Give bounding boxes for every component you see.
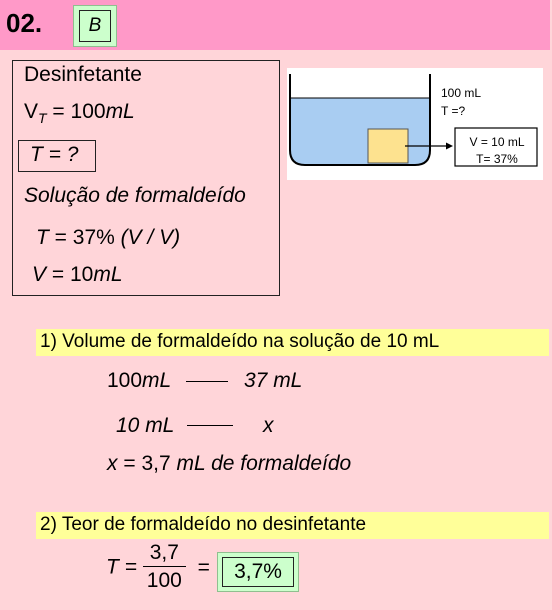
container-volume-label: 100 mL — [441, 86, 482, 100]
total-volume-unit: mL — [105, 100, 135, 123]
proportion-row2-left: 10 mL — [116, 414, 175, 437]
total-volume-line — [24, 100, 135, 126]
step2-equation — [106, 540, 210, 595]
proportion-dash-1 — [186, 381, 228, 382]
total-volume-label: V — [24, 100, 39, 123]
concentration-unit: (V / V) — [120, 226, 181, 249]
volume-value: = 10 — [51, 263, 94, 286]
sample-volume-block — [368, 129, 408, 163]
step2-heading: 2) Teor de formaldeído no desinfetante — [40, 514, 367, 535]
solution-title: Solução de formaldeído — [24, 184, 246, 207]
proportion-row1-left — [107, 369, 171, 393]
concentration-line — [36, 226, 180, 250]
unknown-text: T = ? — [30, 143, 79, 166]
volume-unit: mL — [93, 263, 123, 286]
callout-volume-label: V = 10 mL — [469, 135, 525, 149]
row1-left-number: 100 — [107, 369, 143, 392]
answer-badge — [73, 5, 117, 47]
step2-numerator: 3,7 — [143, 540, 186, 567]
concentration-value: = 37% — [54, 226, 115, 249]
callout-t-label: T= 37% — [476, 152, 518, 166]
final-answer-box — [217, 552, 299, 592]
answer-letter: B — [79, 10, 111, 42]
question-number: 02. — [6, 8, 43, 38]
proportion-row1-right: 37 mL — [244, 369, 303, 392]
total-volume-value: = 100 — [52, 100, 106, 123]
step1-result-var: x — [107, 452, 118, 475]
concentration-label: T — [36, 226, 49, 249]
callout-arrow-head — [446, 143, 453, 150]
step2-denominator: 100 — [146, 569, 182, 592]
row1-left-unit: mL — [142, 369, 172, 392]
proportion-dash-2 — [187, 425, 233, 426]
step1-heading: 1) Volume de formaldeído na solução de 10 mL — [40, 331, 440, 352]
container-t-label: T =? — [441, 104, 466, 118]
step2-fraction — [143, 540, 186, 595]
given-data-box — [12, 60, 280, 296]
step2-equals: = — [197, 555, 210, 579]
final-answer: 3,7% — [222, 557, 294, 587]
step1-result-value: = 3,7 — [123, 452, 171, 475]
total-volume-subscript: T — [38, 110, 47, 126]
step2-var: T = — [106, 555, 137, 579]
volume-line — [32, 263, 123, 287]
step1-result — [107, 452, 351, 476]
volume-label: V — [32, 263, 47, 286]
step1-result-unit: mL de formaldeído — [176, 452, 352, 475]
liquid-fill — [290, 98, 430, 165]
proportion-row2-right: x — [263, 414, 274, 437]
given-title: Desinfetante — [24, 63, 142, 86]
